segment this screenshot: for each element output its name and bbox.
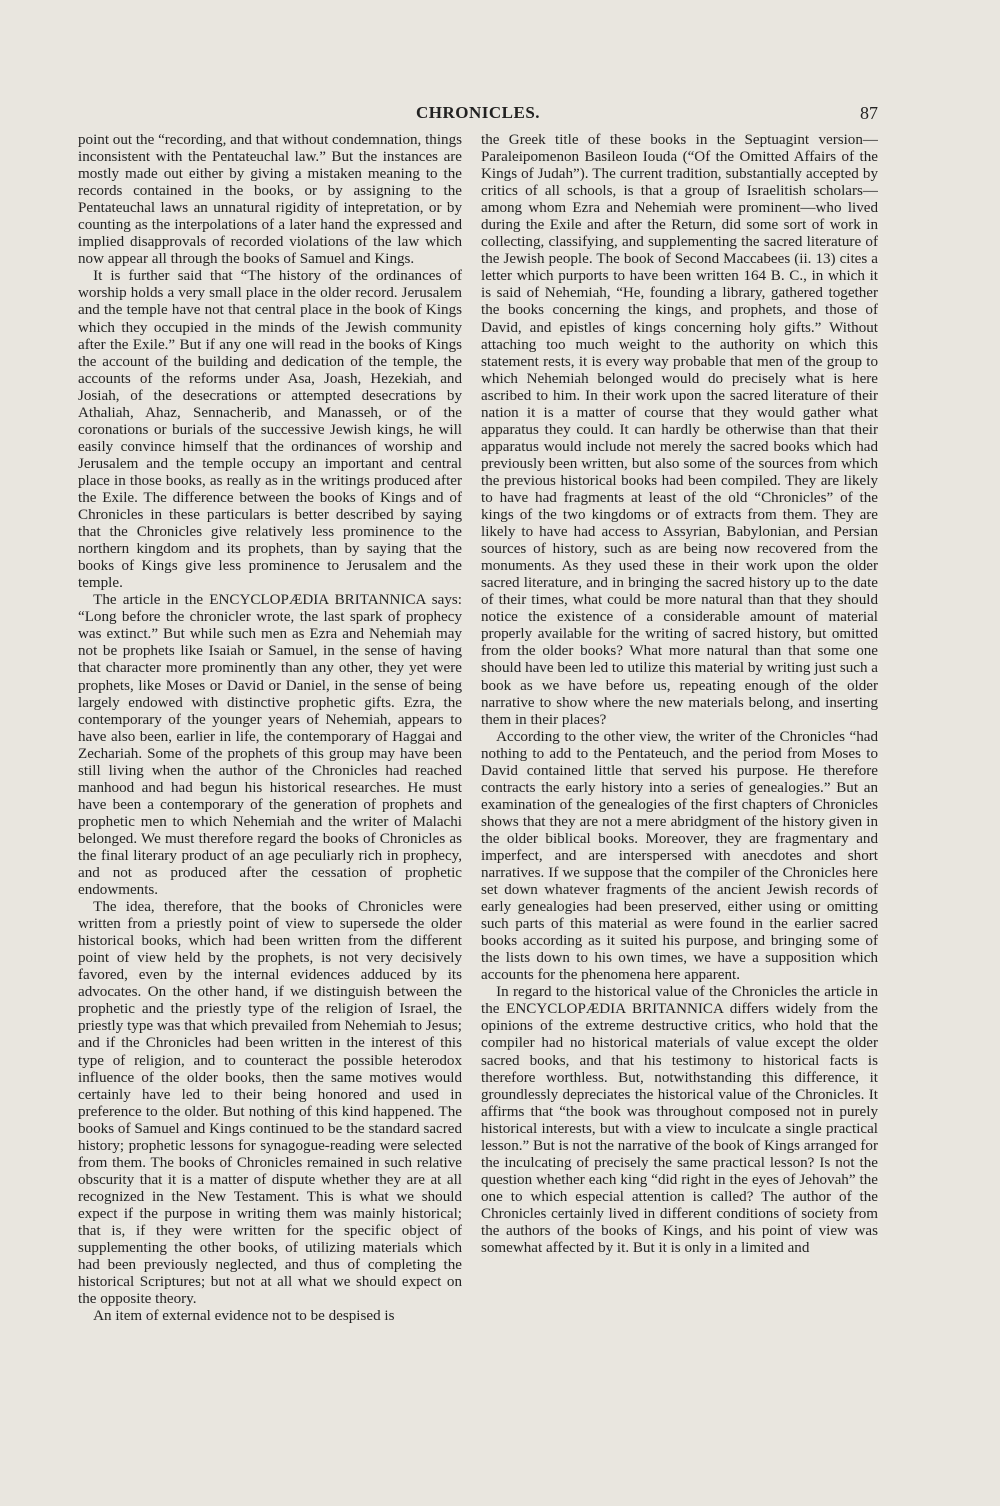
paragraph: In regard to the historical value of the Chronicles the article in the ENCYCLOPÆDIA BRITANNICA differs widely from the opinions of the extreme destructive critics, who hold that the compiler had no historical materials of value except the older sacred books, and that his testimony to historical facts is therefore worthless. But, notwithstanding this difference, it groundlessly depreciates the historical value of the Chronicles. It affirms that “the book was throughout composed not in purely historical interests, but with a view to inculcate a single practical lesson.” But is not the narrative of the book of Kings arranged for the inculcating of precisely the same practical lesson? Is not the question whether each king “did right in the eyes of Jehovah” the one to which especial attention is called? The author of the Chronicles certainly lived in different conditions of society from the authors of the books of Kings, and his point of view was somewhat affected by it. But it is only in a limited and <box>481 984 878 1257</box>
paragraph: The article in the ENCYCLOPÆDIA BRITANNICA says: “Long before the chronicler wrote, the last spark of prophecy was extinct.” But while such men as Ezra and Nehemiah may not be prophets like Isaiah or Samuel, in the sense of having that character more prominently than any other, they yet were prophets, like Moses or David or Daniel, in the sense of being largely endowed with distinctive prophetic gifts. Ezra, the contemporary of the younger years of Nehemiah, appears to have also been, earlier in life, the contemporary of Haggai and Zechariah. Some of the prophets of this group may have been still living when the author of the Chronicles had reached manhood and had begun his historical researches. He must have been a contemporary of the generation of prophets and prophetic men to which Nehemiah and the writer of Malachi belonged. We must therefore regard the books of Chronicles as the final literary product of an age peculiarly rich in prophecy, and not as produced after the cessation of prophetic endowments. <box>78 592 462 899</box>
paragraph: It is further said that “The history of the ordinances of worship holds a very small place in the older record. Jerusalem and the temple have not that central place in the book of Kings which they occupied in the minds of the Jewish community after the Exile.” But if any one will read in the books of Kings the account of the building and dedication of the temple, the accounts of the reforms under Asa, Joash, Hezekiah, and Josiah, of the desecrations or attempted desecrations by Athaliah, Ahaz, Sennacherib, and Manasseh, or of the coronations or burials of the successive Jewish kings, he will easily convince himself that the ordinances of worship and Jerusalem and the temple occupy an important and central place in those books, as really as in the writings produced after the Exile. The difference between the books of Kings and of Chronicles in these particulars is better described by saying that the Chronicles give relatively less prominence to the northern kingdom and its prophets, than by saying that the books of Kings give less prominence to Jerusalem and the temple. <box>78 268 462 592</box>
paragraph: the Greek title of these books in the Septuagint version—Paraleipomenon Basileon Iouda (“Of the Omitted Affairs of the Kings of Judah”). The current tradition, substantially accepted by critics of all schools, is that a group of Israelitish scholars—among whom Ezra and Nehemiah were prominent—who lived during the Exile and after the Return, did some sort of work in collecting, classifying, and supplementing the sacred literature of the Jewish people. The book of Second Maccabees (ii. 13) cites a letter which purports to have been written 164 B. C., in which it is said of Nehemiah, “He, founding a library, gathered together the books concerning the kings, and prophets, and those of David, and epistles of kings concerning holy gifts.” Without attaching too much weight to the authority on which this statement rests, it is every way probable that men of the group to which Nehemiah belonged would do precisely what is here ascribed to him. In their work upon the sacred literature of their nation it is a matter of course that they would gather what apparatus they could. It can hardly be otherwise than that their apparatus would include not merely the sacred books which had previously been written, but also some of the sources from which the previous historical books had been compiled. They are likely to have had fragments at least of the old “Chronicles” of the kings of the two kingdoms or of extracts from them. They are likely to have had access to Assyrian, Babylonian, and Persian sources of history, such as are being now recovered from the monuments. As they used these in their work upon the older sacred literature, and in bringing the sacred history up to the date of their times, what could be more natural than that they should notice the existence of a considerable amount of material properly available for the writing of sacred history, but omitted from the older books? What more natural than that some one should have been led to utilize this material by writing just such a book as we have before us, repeating enough of the older narrative to show where the new materials belong, and inserting them in their places? <box>481 132 878 728</box>
paragraph: point out the “recording, and that without condemnation, things inconsistent with the Pentateuchal law.” But the instances are mostly made out either by giving a mistaken meaning to the records contained in the books, or by assigning to the Pentateuchal laws an unnatural rigidity of intepretation, or by counting as the interpolations of a later hand the expressed and implied disapprovals of recorded violations of the law which now appear all through the books of Samuel and Kings. <box>78 132 462 268</box>
left-column <box>78 132 462 1432</box>
paragraph: The idea, therefore, that the books of Chronicles were written from a priestly point of view to supersede the older historical books, which had been written from the different point of view held by the prophets, is not very decisively favored, even by the internal evidences adduced by its advocates. On the other hand, if we distinguish between the prophetic and the priestly type of the religion of Israel, the priestly type was that which prevailed from Nehemiah to Jesus; and if the Chronicles had been written in the interest of this type of religion, and to counteract the possible heterodox influence of the older books, then the same motives would certainly have led to their being honored and used in preference to the older. But nothing of this kind happened. The books of Samuel and Kings continued to be the standard sacred history; prophetic lessons for synagogue-reading were selected from them. The books of Chronicles remained in such relative obscurity that it is a matter of dispute whether they are at all recognized in the New Testament. This is what we should expect if the purpose in writing them was mainly historical; that is, if they were written for the specific object of supplementing the other books, of utilizing materials which had been previously neglected, and thus of completing the historical Scriptures; but not at all what we should expect on the opposite theory. <box>78 899 462 1308</box>
paragraph: According to the other view, the writer of the Chronicles “had nothing to add to the Pentateuch, and the period from Moses to David contained little that served his purpose. He therefore contracts the early history into a series of genealogies.” But an examination of the genealogies of the first chapters of Chronicles shows that they are not a mere abridgment of the history given in the older biblical books. Moreover, they are fragmentary and imperfect, and are interspersed with anecdotes and short narratives. If we suppose that the compiler of the Chronicles here set down whatever fragments of the ancient Jewish records of early genealogies had been preserved, either using or omitting such parts of this material as were found in the earlier sacred books according as it suited his purpose, and bringing some of the lists down to his own times, we have a supposition which accounts for the phenomena here apparent. <box>481 728 878 984</box>
page-header <box>78 103 878 129</box>
right-column <box>481 132 878 1432</box>
page-number: 87 <box>860 103 878 123</box>
paragraph: An item of external evidence not to be despised is <box>93 1308 395 1325</box>
running-head: CHRONICLES. <box>415 103 541 122</box>
